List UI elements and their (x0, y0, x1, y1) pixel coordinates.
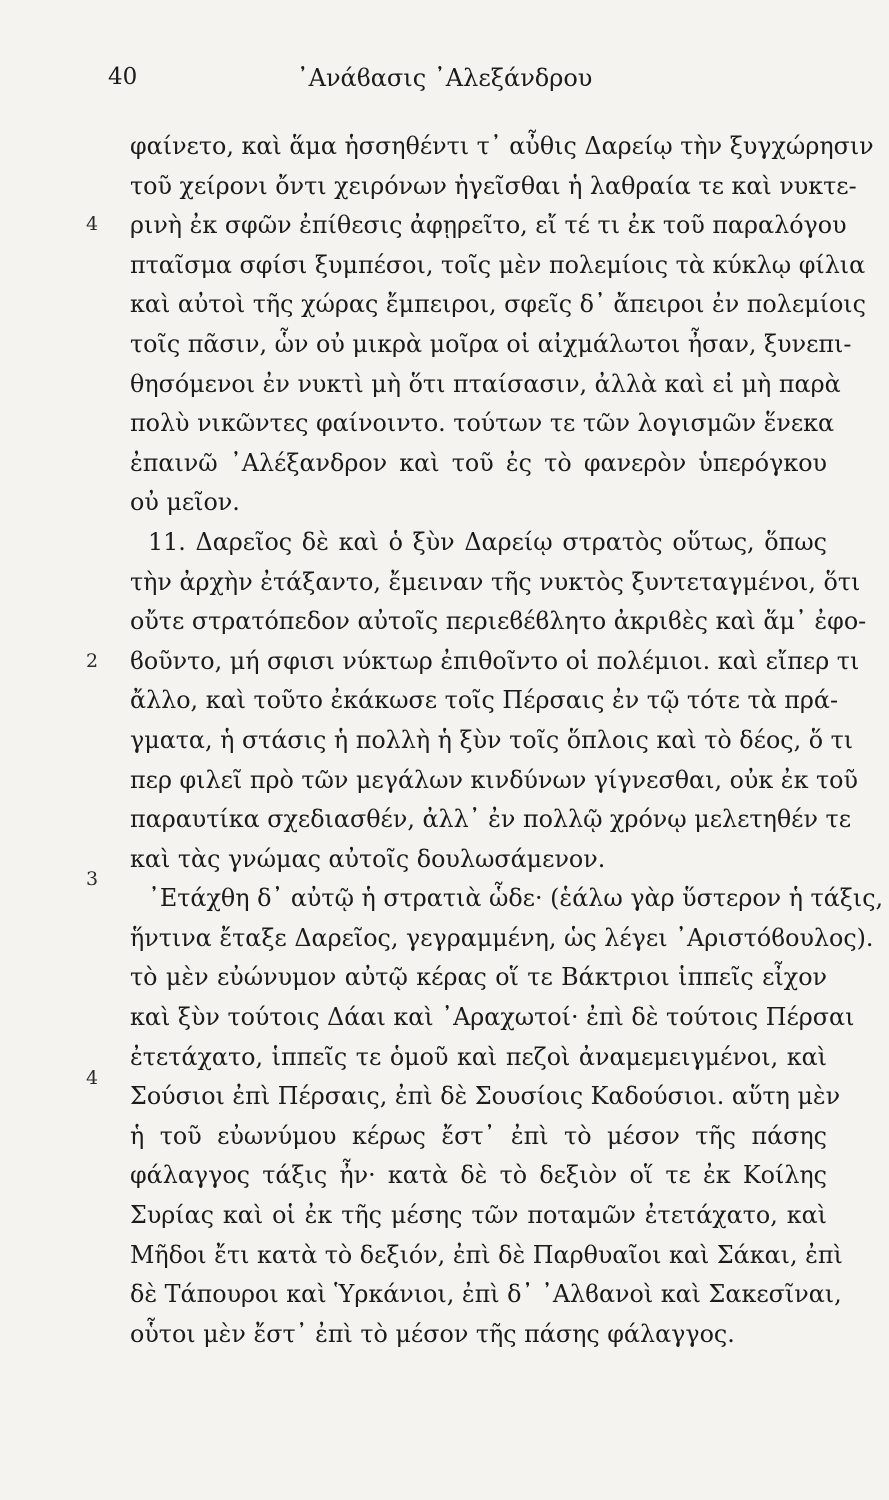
paragraph-start-line: ᾿Ετάχθη δ᾿ αὐτῷ ἡ στρατιὰ ὧδε· (ἑάλω γὰρ ὕστερον ἡ τάξις, (148, 884, 884, 913)
chapter-start-line: 11. Δαρεῖος δὲ καὶ ὁ ξὺν Δαρείῳ στρατὸς οὕτως, ὅπως (148, 527, 827, 556)
text-line: καὶ ξὺν τούτοις Δάαι καὶ ᾿Αραχωτοί· ἐπὶ δὲ τούτοις Πέρσαι (130, 1003, 855, 1032)
text-line: τὴν ἀρχὴν ἐτάξαντο, ἔμειναν τῆς νυκτὸς ξυντεταγμένοι, ὅτι (130, 567, 861, 596)
text-line: φαίνετο, καὶ ἅμα ἡσσηθέντι τ᾿ αὖθις Δαρείῳ τὴν ξυγχώρησιν (130, 132, 874, 160)
section-number: 4 (86, 1067, 99, 1089)
text-line: θησόμενοι ἐν νυκτὶ μὴ ὅτι πταίσασιν, ἀλλὰ καὶ εἰ μὴ παρὰ (130, 369, 841, 398)
text-line: ϐοῦντο, μή σφισι νύκτωρ ἐπιθοῖντο οἱ πολέμιοι. καὶ εἴπερ τι (130, 646, 860, 675)
running-title: ᾿Ανάϐασις ᾿Αλεξάνδρου (296, 64, 593, 92)
text-line: τοῖς πᾶσιν, ὧν οὐ μικρὰ μοῖρα οἱ αἰχμάλωτοι ἦσαν, ξυνεπι- (130, 329, 852, 358)
text-line: ἄλλο, καὶ τοῦτο ἐκάκωσε τοῖς Πέρσαις ἐν τῷ τότε τὰ πρά- (130, 686, 839, 715)
text-line: φάλαγγος τάξις ἦν· κατὰ δὲ τὸ δεξιὸν οἵ τε ἐκ Κοίλης (130, 1161, 827, 1190)
text-line: περ φιλεῖ πρὸ τῶν μεγάλων κινδύνων γίγνεσθαι, οὐκ ἐκ τοῦ (130, 765, 858, 794)
text-line: τοῦ χείρονι ὄντι χειρόνων ἡγεῖσθαι ἡ λαθραία τε καὶ νυκτε- (130, 171, 857, 200)
text-line: καὶ αὐτοὶ τῆς χώρας ἔμπειροι, σφεῖς δ᾿ ἄπειροι ἐν πολεμίοις (130, 290, 866, 319)
text-line: πταῖσμα σφίσι ξυμπέσοι, τοῖς μὲν πολεμίοις τὰ κύκλῳ φίλια (130, 250, 866, 279)
text-line: οὔτε στρατόπεδον αὐτοῖς περιεϐέϐλητο ἀκριϐὲς καὶ ἅμ᾿ ἐφο- (130, 607, 867, 636)
text-line: οὗτοι μὲν ἔστ᾿ ἐπὶ τὸ μέσον τῆς πάσης φάλαγγος. (130, 1319, 735, 1348)
body-text (130, 127, 884, 1354)
text-line: ἡ τοῦ εὐωνύμου κέρως ἔστ᾿ ἐπὶ τὸ μέσον τῆς πάσης (130, 1121, 827, 1150)
text-line: γματα, ἡ στάσις ἡ πολλὴ ἡ ξὺν τοῖς ὅπλοις καὶ τὸ δέος, ὅ τι (130, 725, 854, 754)
text-line: τὸ μὲν εὐώνυμον αὐτῷ κέρας οἵ τε Βάκτριοι ἱππεῖς εἶχον (130, 963, 827, 992)
text-line: παραυτίκα σχεδιασθέν, ἀλλ᾿ ἐν πολλῷ χρόνῳ μελετηθέν τε (130, 805, 852, 834)
text-line: Μῆδοι ἔτι κατὰ τὸ δεξιόν, ἐπὶ δὲ Παρθυαῖοι καὶ Σάκαι, ἐπὶ (130, 1240, 843, 1269)
text-line: καὶ τὰς γνώμας αὐτοῖς δουλωσάμενον. (130, 844, 606, 873)
text-line: δὲ Τάπουροι καὶ Ὑρκάνιοι, ἐπὶ δ᾿ ᾿Αλϐανοὶ καὶ Σακεσῖναι, (130, 1280, 842, 1309)
text-line: ρινὴ ἐκ σφῶν ἐπίθεσις ἀφῃρεῖτο, εἴ τέ τι ἐκ τοῦ παραλόγου (130, 211, 847, 240)
running-head (0, 64, 889, 104)
section-number: 3 (86, 868, 99, 890)
section-number: 2 (86, 650, 99, 672)
text-line: ἐτετάχατο, ἱππεῖς τε ὁμοῦ καὶ πεζοὶ ἀναμεμειγμένοι, καὶ (130, 1042, 827, 1071)
section-number: 4 (86, 213, 99, 235)
text-line: ἥντινα ἔταξε Δαρεῖος, γεγραμμένη, ὡς λέγει ᾿Αριστόϐουλος). (130, 923, 874, 952)
page-number: 40 (108, 64, 138, 90)
text-line: Συρίας καὶ οἱ ἐκ τῆς μέσης τῶν ποταμῶν ἐτετάχατο, καὶ (130, 1201, 827, 1230)
text-line: ἐπαινῶ ᾿Αλέξανδρον καὶ τοῦ ἐς τὸ φανερὸν ὑπερόγκου (130, 448, 827, 477)
text-line: Σούσιοι ἐπὶ Πέρσαις, ἐπὶ δὲ Σουσίοις Καδούσιοι. αὕτη μὲν (130, 1082, 841, 1111)
text-line: πολὺ νικῶντες φαίνοιντο. τούτων τε τῶν λογισμῶν ἕνεκα (130, 409, 835, 438)
text-line: οὐ μεῖον. (130, 488, 240, 517)
